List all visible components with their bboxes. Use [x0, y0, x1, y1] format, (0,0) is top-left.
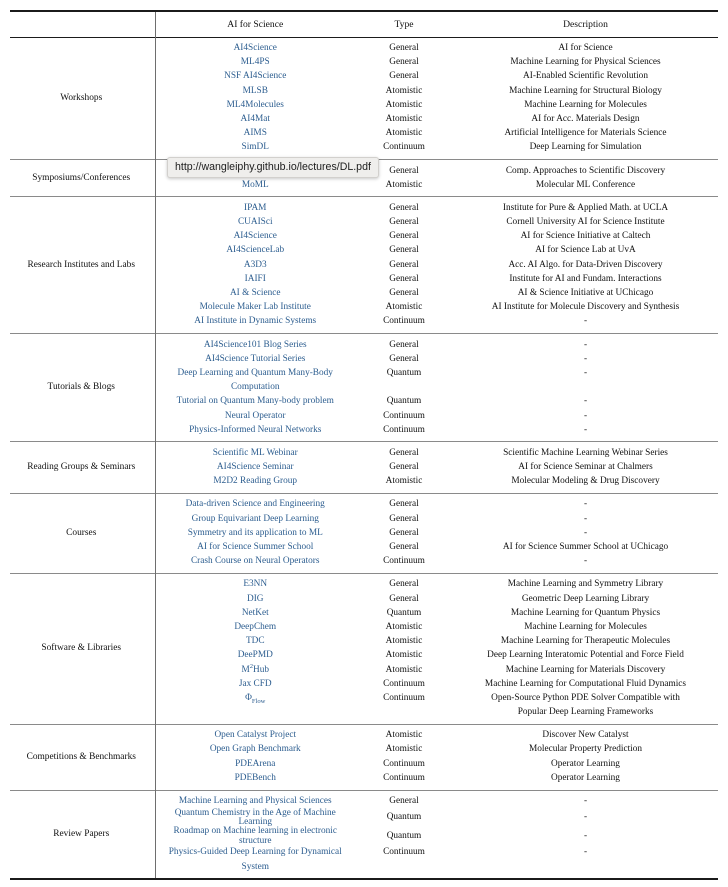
- resource-type: Atomistic: [385, 636, 423, 647]
- resource-description: Artificial Intelligence for Materials Science: [504, 128, 667, 139]
- resource-link[interactable]: Molecule Maker Lab Institute: [199, 302, 311, 313]
- table-row: [10, 729, 718, 743]
- table-row: [10, 42, 718, 56]
- rule-bottom: [10, 879, 718, 880]
- resource-description: -: [583, 847, 588, 858]
- resource-type: Atomistic: [385, 85, 423, 96]
- resource-link[interactable]: AI for Science Summer School: [197, 542, 314, 553]
- resource-type: Atomistic: [385, 128, 423, 139]
- resource-link[interactable]: TDC: [245, 636, 265, 647]
- resource-description: Operator Learning: [551, 758, 620, 769]
- table-row: [10, 578, 718, 592]
- resource-link[interactable]: ML4Molecules: [226, 99, 284, 110]
- resource-type: Atomistic: [385, 664, 423, 675]
- resource-description: Machine Learning for Structural Biology: [509, 85, 662, 96]
- resource-type: Continuum: [383, 410, 425, 421]
- resource-link-continuation[interactable]: System: [241, 861, 269, 872]
- resource-link[interactable]: Quantum Chemistry in the Age of Machine Learning: [174, 807, 336, 828]
- resource-link[interactable]: Roadmap on Machine learning in electronic structure: [173, 826, 337, 846]
- resource-type: General: [389, 71, 419, 82]
- resource-link[interactable]: Deep Learning and Quantum Many-Body: [177, 367, 333, 378]
- ai-for-science-table: [10, 10, 718, 880]
- resource-description: Machine Learning for Physical Sciences: [510, 57, 661, 68]
- resource-link[interactable]: Open Catalyst Project: [214, 730, 297, 741]
- resource-description-continuation: Popular Deep Learning Frameworks: [517, 707, 654, 718]
- resource-description: Molecular Property Prediction: [528, 744, 643, 755]
- resource-type: General: [389, 579, 419, 590]
- resource-link[interactable]: $M^2Hub$: [241, 662, 270, 675]
- resource-type: Atomistic: [385, 113, 423, 124]
- resource-description: -: [583, 499, 588, 510]
- resource-link[interactable]: AI4Science101 Blog Series: [203, 339, 307, 350]
- resource-description-continuation: [453, 381, 718, 395]
- table-row: [10, 795, 718, 809]
- resource-type: Continuum: [383, 692, 425, 703]
- resource-type: Continuum: [383, 758, 425, 769]
- resource-link[interactable]: Physics-Guided Deep Learning for Dynamical: [168, 847, 342, 858]
- resource-link[interactable]: AI4Mat: [240, 113, 270, 124]
- resource-type: Atomistic: [385, 744, 423, 755]
- resource-description: Deep Learning Interatomic Potential and Force Field: [487, 650, 684, 661]
- resource-link[interactable]: ML4PS: [240, 57, 270, 68]
- row-group-category: Symposiums/Conferences: [10, 164, 155, 192]
- column-header-description: Description: [563, 19, 608, 30]
- resource-description: -: [583, 410, 588, 421]
- row-group-category: Courses: [10, 498, 155, 569]
- resource-description: Comp. Approaches to Scientific Discovery: [505, 165, 666, 176]
- resource-link[interactable]: Data-driven Science and Engineering: [185, 499, 325, 510]
- row-group-category: Tutorials & Blogs: [10, 338, 155, 437]
- resource-type: Atomistic: [385, 476, 423, 487]
- table-row: [10, 446, 718, 460]
- resource-link[interactable]: SimDL: [241, 142, 269, 153]
- resource-type: Atomistic: [385, 621, 423, 632]
- resource-type: Continuum: [383, 556, 425, 567]
- resource-description: Operator Learning: [551, 772, 620, 783]
- resource-link-continuation[interactable]: [155, 706, 355, 720]
- resource-type: Continuum: [383, 424, 425, 435]
- resource-description: -: [583, 796, 588, 807]
- resource-type: General: [389, 593, 419, 604]
- resource-link[interactable]: MLSB: [242, 85, 268, 96]
- resource-description: -: [583, 812, 588, 823]
- resource-link[interactable]: M2D2 Reading Group: [213, 476, 298, 487]
- resource-link[interactable]: AI & Science: [229, 288, 281, 299]
- table-row: [10, 201, 718, 215]
- resource-type: General: [389, 288, 419, 299]
- column-header-type: Type: [394, 19, 414, 30]
- resource-description: AI for Science Lab at UvA: [535, 245, 636, 256]
- resource-link[interactable]: Tutorial on Quantum Many-body problem: [176, 396, 334, 407]
- resource-type: General: [389, 353, 419, 364]
- resource-type: Quantum: [386, 367, 422, 378]
- resource-type: General: [389, 259, 419, 270]
- column-header-ai-for-science: AI for Science: [227, 19, 284, 30]
- resource-type: [355, 860, 453, 874]
- resource-link[interactable]: IPAM: [244, 202, 267, 213]
- resource-description: Open-Source Python PDE Solver Compatible with: [491, 692, 680, 703]
- resource-type: General: [389, 542, 419, 553]
- resource-type: Continuum: [383, 772, 425, 783]
- resource-link[interactable]: PDEArena: [235, 758, 276, 769]
- subscript: Flow: [251, 697, 266, 705]
- resource-type: General: [389, 447, 419, 458]
- resource-type: Atomistic: [385, 99, 423, 110]
- resource-type: General: [389, 57, 419, 68]
- resource-description: -: [583, 367, 588, 378]
- resource-type: General: [389, 462, 419, 473]
- resource-description: -: [583, 513, 588, 524]
- resource-type: Continuum: [383, 678, 425, 689]
- resource-description: AI for Science Summer School at UChicago: [502, 542, 669, 553]
- resource-description: Machine Learning for Molecules: [524, 621, 647, 632]
- resource-link[interactable]: Scientific ML Webinar: [212, 447, 298, 458]
- resource-description: Institute for AI and Fundam. Interactions: [509, 273, 662, 284]
- resource-link[interactable]: Symmetry and its application to ML: [187, 527, 323, 538]
- resource-link-continuation[interactable]: Computation: [230, 382, 280, 393]
- resource-link[interactable]: Neural Operator: [224, 410, 286, 421]
- resource-type: Quantum: [386, 396, 422, 407]
- resource-description: -: [583, 424, 588, 435]
- status-bar-url-tooltip: http://wangleiphy.github.io/lectures/DL.pdf: [167, 157, 379, 178]
- table-body: [10, 11, 718, 880]
- resource-description: AI for Science Initiative at Caltech: [520, 231, 651, 242]
- resource-type: Quantum: [386, 831, 422, 842]
- resource-type: [355, 706, 453, 720]
- resource-type: Atomistic: [385, 650, 423, 661]
- resource-description: AI for Science Seminar at Chalmers: [518, 462, 653, 473]
- resource-type: [355, 381, 453, 395]
- resource-description: Machine Learning and Symmetry Library: [507, 579, 664, 590]
- resource-description: Deep Learning for Simulation: [529, 142, 642, 153]
- resource-type: Continuum: [383, 142, 425, 153]
- resource-type: Atomistic: [385, 730, 423, 741]
- resource-type: General: [389, 245, 419, 256]
- resource-link[interactable]: DeepChem: [234, 621, 277, 632]
- row-group-category: Reading Groups & Seminars: [10, 446, 155, 489]
- resource-description: AI for Acc. Materials Design: [531, 113, 640, 124]
- resource-description: Molecular ML Conference: [535, 179, 636, 190]
- resource-description: AI Institute for Molecule Discovery and Synthesis: [491, 302, 680, 313]
- resource-description: -: [583, 831, 588, 842]
- resource-link[interactable]: Machine Learning and Physical Sciences: [178, 796, 332, 807]
- resource-link[interactable]: AI4ScienceLab: [226, 245, 285, 256]
- resource-link[interactable]: AI4Science Seminar: [216, 462, 294, 473]
- resource-link[interactable]: AI4Science: [233, 231, 277, 242]
- resource-link[interactable]: $\Phi_{Flow}$: [245, 692, 266, 705]
- resource-type: Quantum: [386, 607, 422, 618]
- resource-link[interactable]: AI4Science: [233, 43, 277, 54]
- resource-description: AI for Science: [558, 43, 613, 54]
- resource-link[interactable]: NSF AI4Science: [224, 71, 287, 82]
- resource-description: AI & Science Initiative at UChicago: [517, 288, 654, 299]
- row-group-category: Competitions & Benchmarks: [10, 729, 155, 786]
- resource-link[interactable]: AIMS: [243, 128, 267, 139]
- resource-type: General: [389, 499, 419, 510]
- resource-description: Machine Learning for Materials Discovery: [505, 664, 666, 675]
- resource-description: Geometric Deep Learning Library: [521, 593, 650, 604]
- resource-description: Machine Learning for Therapeutic Molecules: [500, 636, 671, 647]
- table-row: [10, 498, 718, 512]
- resource-type: General: [389, 165, 419, 176]
- resource-link[interactable]: AI4Science Tutorial Series: [205, 353, 306, 364]
- resource-description: -: [583, 527, 588, 538]
- resource-type: General: [389, 796, 419, 807]
- resource-link[interactable]: Crash Course on Neural Operators: [190, 556, 320, 567]
- resource-description-continuation: [453, 860, 718, 874]
- resource-description: Institute for Pure & Applied Math. at UCLA: [502, 202, 669, 213]
- resource-link[interactable]: Jax CFD: [238, 678, 272, 689]
- resource-link[interactable]: CUAISci: [237, 217, 273, 228]
- resource-link[interactable]: PDEBench: [234, 772, 276, 783]
- resource-description: Cornell University AI for Science Institute: [506, 217, 665, 228]
- table-row: [10, 338, 718, 352]
- resource-link[interactable]: IAIFI: [244, 273, 266, 284]
- resource-description: Acc. AI Algo. for Data-Driven Discovery: [508, 259, 663, 270]
- resource-link[interactable]: AI Institute in Dynamic Systems: [194, 316, 317, 327]
- resource-type: General: [389, 217, 419, 228]
- resource-description: -: [583, 339, 588, 350]
- resource-type: Quantum: [386, 812, 422, 823]
- row-group-category: Software & Libraries: [10, 578, 155, 720]
- resource-description: -: [583, 396, 588, 407]
- row-group-category: Research Institutes and Labs: [10, 201, 155, 329]
- resource-description: Machine Learning for Quantum Physics: [510, 607, 661, 618]
- resource-type: Continuum: [383, 316, 425, 327]
- resource-description: Scientific Machine Learning Webinar Series: [503, 447, 668, 458]
- resource-description: AI-Enabled Scientific Revolution: [523, 71, 648, 82]
- resource-description: -: [583, 353, 588, 364]
- resource-link[interactable]: A3D3: [243, 259, 267, 270]
- resource-type: Atomistic: [385, 179, 423, 190]
- resource-description: Machine Learning for Molecules: [524, 99, 647, 110]
- resource-type: Atomistic: [385, 302, 423, 313]
- resource-type: General: [389, 527, 419, 538]
- resource-link[interactable]: DeePMD: [237, 650, 273, 661]
- resource-type: General: [389, 513, 419, 524]
- resource-link[interactable]: E3NN: [243, 579, 268, 590]
- resource-type: Continuum: [383, 847, 425, 858]
- resource-link[interactable]: MoML: [241, 179, 269, 190]
- resource-description: -: [583, 556, 588, 567]
- resource-link[interactable]: NetKet: [241, 607, 269, 618]
- resource-type: General: [389, 202, 419, 213]
- superscript: 2: [249, 662, 254, 670]
- resource-type: General: [389, 231, 419, 242]
- column-header-category: [10, 12, 155, 37]
- row-group-category: Workshops: [10, 42, 155, 156]
- resource-type: General: [389, 43, 419, 54]
- table-header-row: [10, 12, 718, 37]
- resource-type: General: [389, 273, 419, 284]
- resource-description: Discover New Catalyst: [542, 730, 629, 741]
- resource-link[interactable]: Group Equivariant Deep Learning: [191, 513, 319, 524]
- resource-link[interactable]: Open Graph Benchmark: [209, 744, 301, 755]
- resource-description: Molecular Modeling & Drug Discovery: [511, 476, 660, 487]
- resource-type: General: [389, 339, 419, 350]
- resource-link[interactable]: DIG: [246, 593, 264, 604]
- row-group-category: Review Papers: [10, 795, 155, 875]
- resource-description: Machine Learning for Computational Fluid Dynamics: [484, 678, 687, 689]
- resource-description: -: [583, 316, 588, 327]
- resource-link[interactable]: Physics-Informed Neural Networks: [189, 424, 322, 435]
